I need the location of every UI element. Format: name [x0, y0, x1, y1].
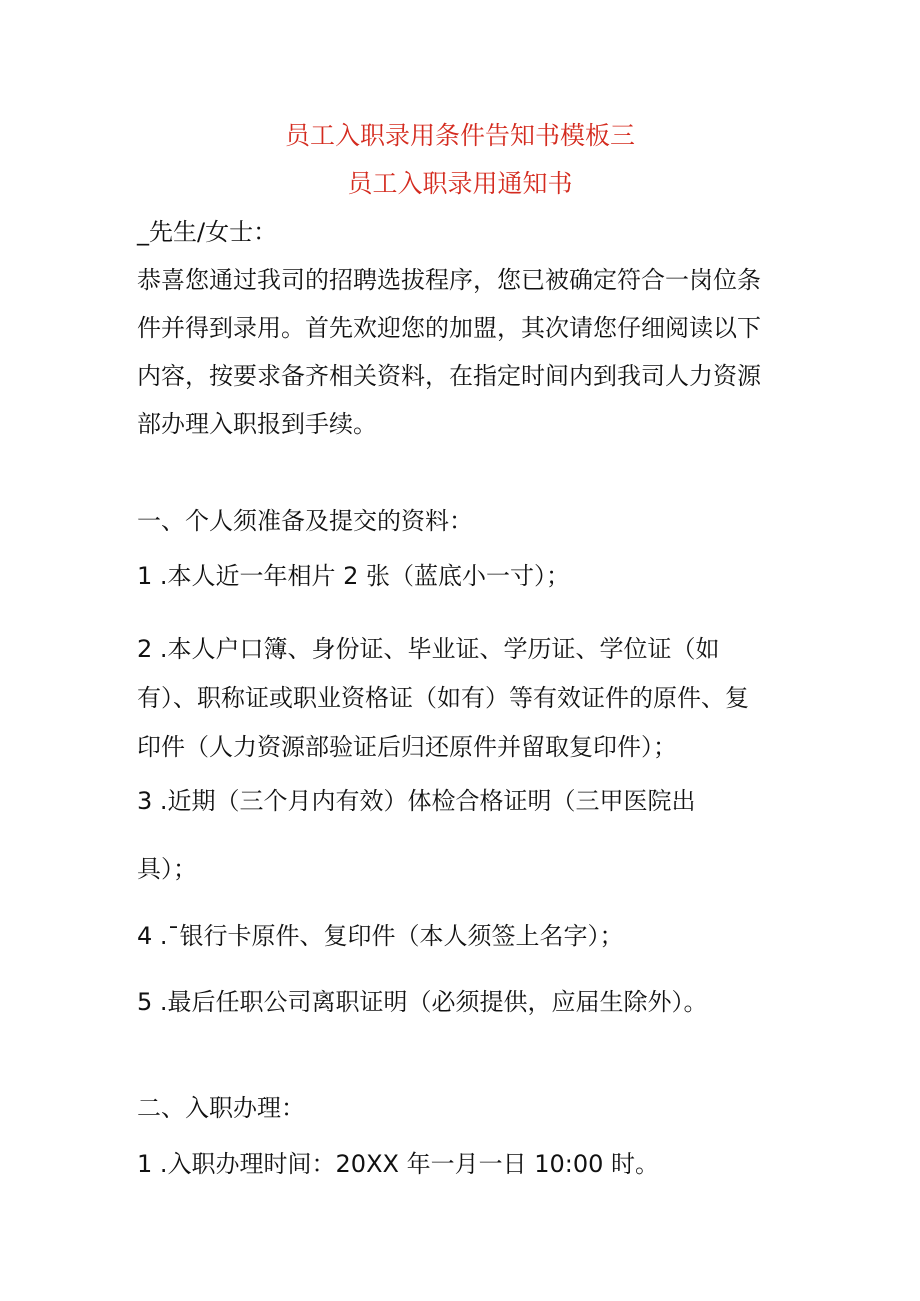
section2-heading: 二、入职办理： [137, 1094, 305, 1122]
intro-line: 内容，按要求备齐相关资料，在指定时间内到我司人力资源 [137, 362, 761, 390]
list-item: 2 .本人户口簿、身份证、毕业证、学历证、学位证（如 [137, 635, 720, 663]
list-item: 1 .本人近一年相片 2 张（蓝底小一寸）； [137, 562, 571, 590]
salutation: _先生/女士： [137, 218, 278, 246]
list-item: 3 .近期（三个月内有效）体检合格证明（三甲医院出 [137, 787, 696, 815]
document-subtitle: 员工入职录用通知书 [347, 169, 573, 198]
intro-line: 件并得到录用。首先欢迎您的加盟，其次请您仔细阅读以下 [137, 314, 761, 342]
list-item: 1 .入职办理时间：20XX 年一月一日 10:00 时。 [137, 1150, 659, 1178]
section1-heading: 一、个人须准备及提交的资料： [137, 507, 473, 535]
document-title: 员工入职录用条件告知书模板三 [284, 121, 635, 150]
list-item: 5 .最后任职公司离职证明（必须提供，应届生除外）。 [137, 988, 708, 1016]
intro-line: 部办理入职报到手续。 [137, 410, 377, 438]
list-item-continuation: 具）； [137, 855, 197, 883]
list-item: 4 .¯银行卡原件、复印件（本人须签上名字）； [137, 922, 624, 950]
list-item-continuation: 印件（人力资源部验证后归还原件并留取复印件）； [137, 733, 677, 761]
intro-line: 恭喜您通过我司的招聘选拔程序，您已被确定符合一岗位条 [137, 266, 761, 294]
list-item-continuation: 有）、职称证或职业资格证（如有）等有效证件的原件、复 [137, 684, 749, 712]
